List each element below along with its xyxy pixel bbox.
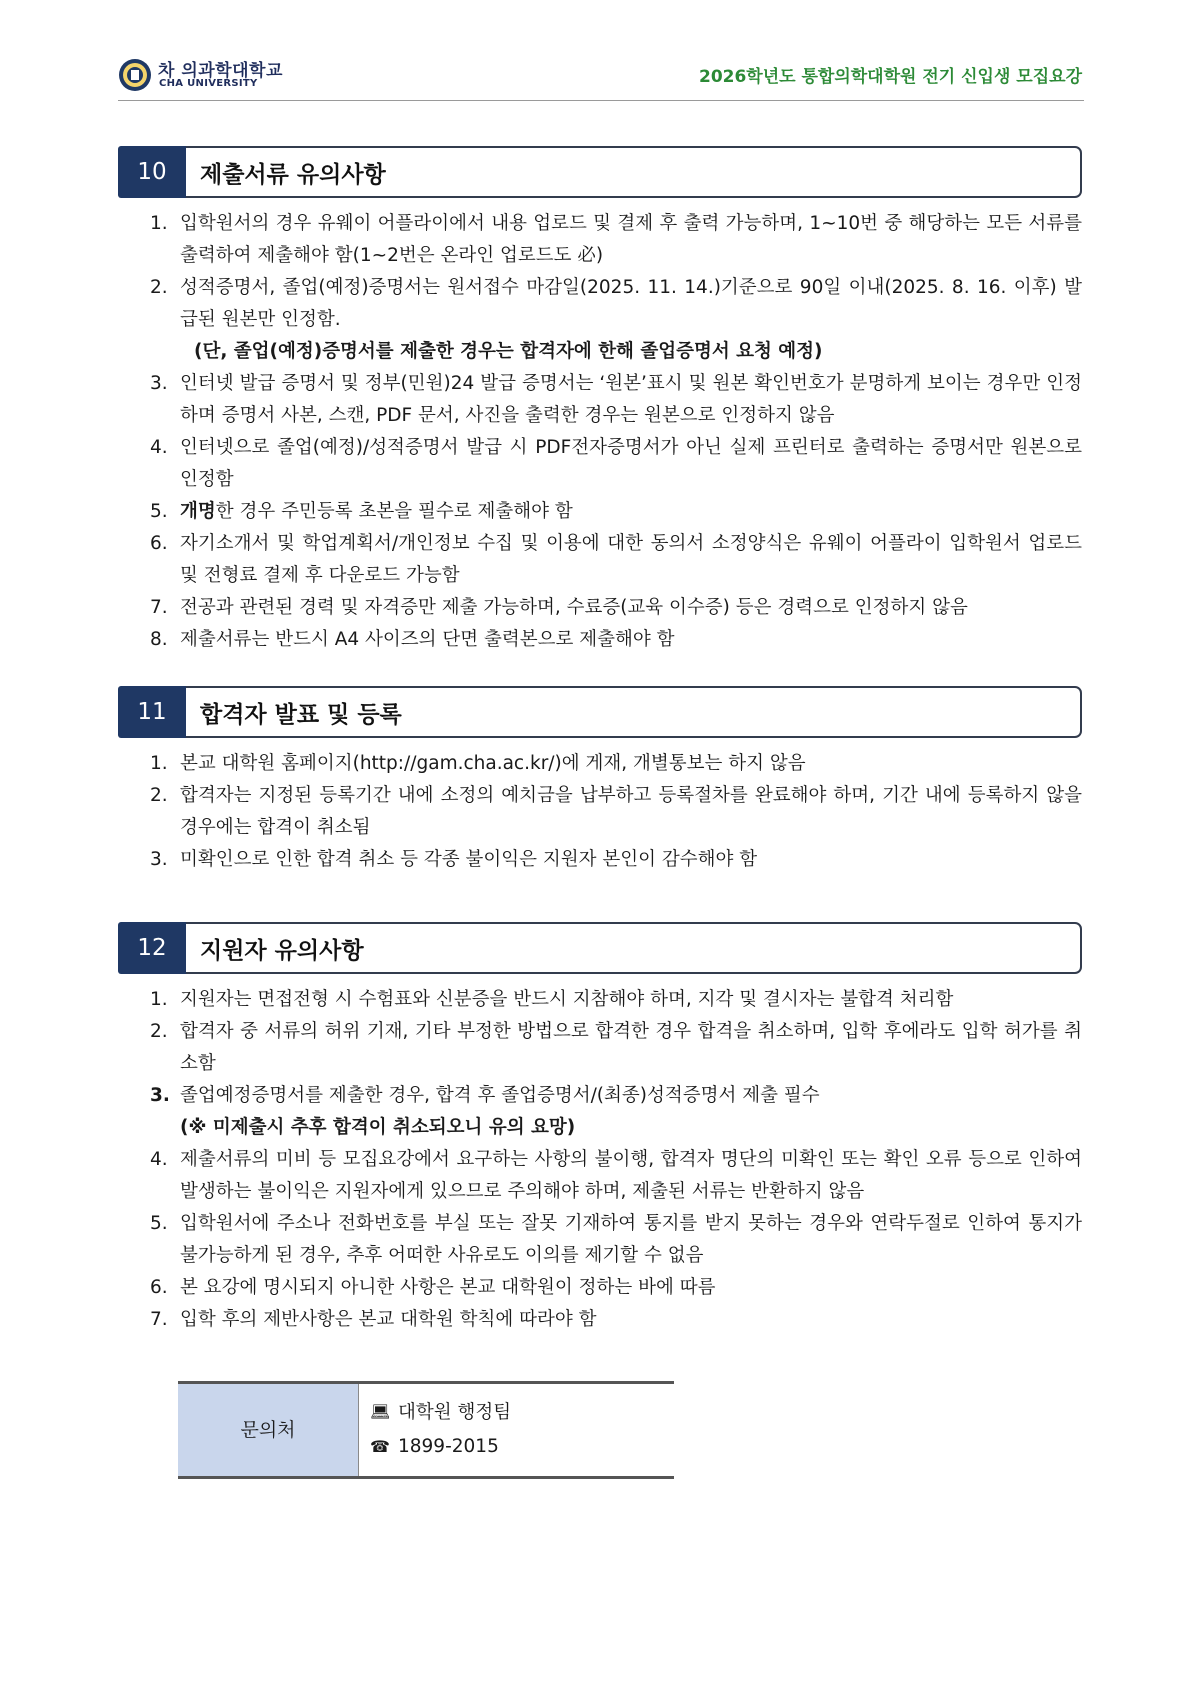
contact-phone: [370, 1436, 499, 1457]
contact-office: [370, 1398, 511, 1424]
telephone-icon: ☎: [370, 1437, 390, 1456]
section-number: 11: [118, 686, 186, 738]
list-item: 3. 인터넷 발급 증명서 및 정부(민원)24 발급 증명서는 ‘원본’표시 및 원본 확인번호가 분명하게 보이는 경우만 인정하며 증명서 사본, 스캔, PDF 문서, 사진을 출력한 경우는 원본으로 인정하지 않음: [150, 373, 1082, 426]
section-title-box: [182, 686, 1082, 738]
document-title: 2026학년도 통합의학대학원 전기 신입생 모집요강: [698, 67, 1082, 87]
section-12-list: [150, 984, 1082, 1336]
list-item: 2. 성적증명서, 졸업(예정)증명서는 원서접수 마감일(2025. 11. 14.)기준으로 90일 이내(2025. 8. 16. 이후) 발급된 원본만 인정함.: [150, 277, 1082, 330]
list-item: 5. 개명한 경우 주민등록 초본을 필수로 제출해야 함: [150, 501, 573, 522]
section-10-list: [150, 208, 1082, 656]
list-item: 1. 본교 대학원 홈페이지(http://gam.cha.ac.kr/)에 게재, 개별통보는 하지 않음: [150, 753, 806, 774]
section-title: 제출서류 유의사항: [200, 162, 386, 188]
university-seal-icon: [118, 58, 152, 92]
section-10-heading: [118, 146, 1080, 196]
list-item: 7. 전공과 관련된 경력 및 자격증만 제출 가능하며, 수료증(교육 이수증) 등은 경력으로 인정하지 않음: [150, 597, 968, 618]
phone-number: 1899-2015: [398, 1436, 499, 1457]
section-11-list: [150, 748, 1082, 876]
section-number: 10: [118, 146, 186, 198]
logo-english-name: CHA UNIVERSITY: [159, 78, 258, 89]
emphasized-word: 개명: [180, 501, 216, 522]
contact-table: [178, 1381, 674, 1479]
section-12-heading: [118, 922, 1080, 972]
list-item: 1. 지원자는 면접전형 시 수험표와 신분증을 반드시 지참해야 하며, 지각 및 결시자는 불합격 처리함: [150, 989, 954, 1010]
section-title-box: [182, 146, 1082, 198]
list-note: (※ 미제출시 추후 합격이 취소되오니 유의 요망): [180, 1117, 576, 1138]
computer-icon: 💻︎: [370, 1401, 391, 1421]
list-item: 4. 인터넷으로 졸업(예정)/성적증명서 발급 시 PDF전자증명서가 아닌 실제 프린터로 출력하는 증명서만 원본으로 인정함: [150, 437, 1082, 490]
contact-label: 문의처: [178, 1384, 359, 1476]
office-name: 대학원 행정팀: [398, 1402, 512, 1423]
logo-korean-name: 차 의과학대학교: [158, 61, 283, 81]
list-note: (단, 졸업(예정)증명서를 제출한 경우는 합격자에 한해 졸업증명서 요청 예정): [194, 341, 823, 362]
list-item: 4. 제출서류의 미비 등 모집요강에서 요구하는 사항의 불이행, 합격자 명단의 미확인 또는 확인 오류 등으로 인하여 발생하는 불이익은 지원자에게 있으므로 주의해야 하며, 제출된 서류는 반환하지 않음: [150, 1149, 1082, 1202]
list-item: 2. 합격자 중 서류의 허위 기재, 기타 부정한 방법으로 합격한 경우 합격을 취소하며, 입학 후에라도 입학 허가를 취소함: [150, 1021, 1082, 1074]
list-item: 2. 합격자는 지정된 등록기간 내에 소정의 예치금을 납부하고 등록절차를 완료해야 하며, 기간 내에 등록하지 않을 경우에는 합격이 취소됨: [150, 785, 1082, 838]
section-number: 12: [118, 922, 186, 974]
list-item: 3. 졸업예정증명서를 제출한 경우, 합격 후 졸업증명서/(최종)성적증명서 제출 필수: [150, 1085, 820, 1106]
section-title-box: [182, 922, 1082, 974]
list-item: 1. 입학원서의 경우 유웨이 어플라이에서 내용 업로드 및 결제 후 출력 가능하며, 1~10번 중 해당하는 모든 서류를 출력하여 제출해야 함(1~2번은 온라인 업로드도 必): [150, 213, 1082, 266]
page-header: [118, 56, 1084, 101]
section-title: 지원자 유의사항: [200, 938, 364, 964]
list-item: 3. 미확인으로 인한 합격 취소 등 각종 불이익은 지원자 본인이 감수해야 함: [150, 849, 758, 870]
section-title: 합격자 발표 및 등록: [200, 702, 402, 728]
section-11-heading: [118, 686, 1080, 736]
list-item: 6. 자기소개서 및 학업계획서/개인정보 수집 및 이용에 대한 동의서 소정양식은 유웨이 어플라이 입학원서 업로드 및 전형료 결제 후 다운로드 가능함: [150, 533, 1082, 586]
list-item: 8. 제출서류는 반드시 A4 사이즈의 단면 출력본으로 제출해야 함: [150, 629, 675, 650]
list-item: 7. 입학 후의 제반사항은 본교 대학원 학칙에 따라야 함: [150, 1309, 597, 1330]
list-item: 6. 본 요강에 명시되지 아니한 사항은 본교 대학원이 정하는 바에 따름: [150, 1277, 716, 1298]
list-item: 5. 입학원서에 주소나 전화번호를 부실 또는 잘못 기재하여 통지를 받지 못하는 경우와 연락두절로 인하여 통지가 불가능하게 된 경우, 추후 어떠한 사유로도 이의를 제기할 수 없음: [150, 1213, 1082, 1266]
